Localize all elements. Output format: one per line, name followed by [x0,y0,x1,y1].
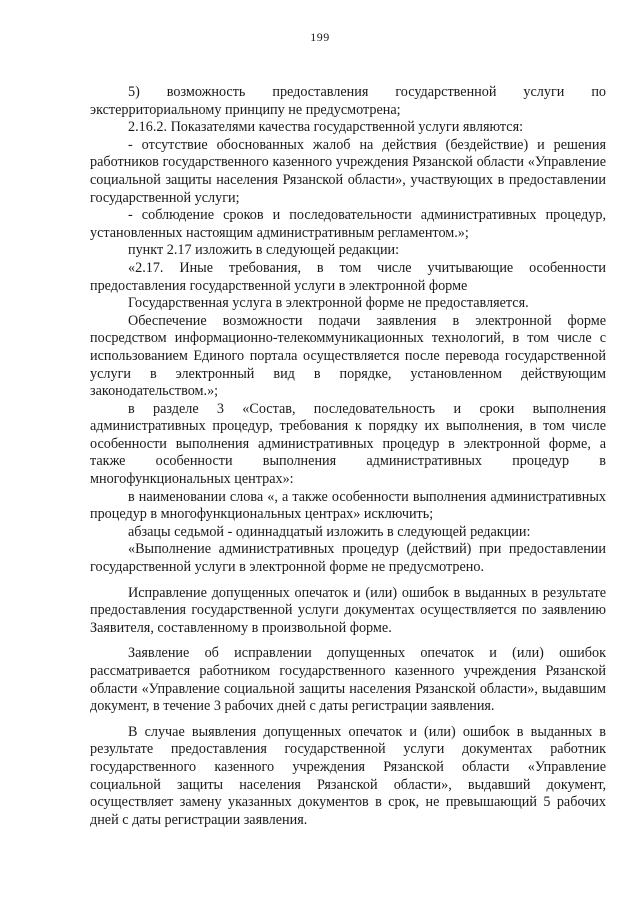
page-number: 199 [310,30,330,44]
paragraph: «2.17. Иные требования, в том числе учитывающие особенности предоставления государственной услуги в электронной форме [90,259,606,294]
paragraph: «Выполнение административных процедур (действий) при предоставлении государственной услуги в электронной форме не предусмотрено. [90,541,606,576]
paragraph: Государственная услуга в электронной форме не предоставляется. [128,295,529,312]
paragraph: пункт 2.17 изложить в следующей редакции: [128,242,400,259]
paragraph: Исправление допущенных опечаток и (или) ошибок в выданных в результате предоставления государственной услуги документах осуществляется по заявлению Заявителя, составленному в произвольной форме. [90,584,606,636]
document-body [90,84,606,829]
paragraph: в наименовании слова «, а также особенности выполнения административных процедур в многофункциональных центрах» исключить; [90,488,606,523]
paragraph: - отсутствие обоснованных жалоб на действия (бездействие) и решения работников государственного казенного учреждения Рязанской области «Управление социальной защиты населения Рязанской области», участвующих в предоставлении государственной услуги; [90,136,606,206]
paragraph: 2.16.2. Показателями качества государственной услуги являются: [128,119,524,136]
paragraph: абзацы седьмой - одиннадцатый изложить в следующей редакции: [128,523,531,540]
paragraph: Заявление об исправлении допущенных опечаток и (или) ошибок рассматривается работником государственного казенного учреждения Рязанской области «Управление социальной защиты населения Рязанской области», выдавшим документ, в течение 3 рабочих дней с даты регистрации заявления. [90,645,606,715]
paragraph: в разделе 3 «Состав, последовательность и сроки выполнения административных процедур, требования к порядку их выполнения, в том числе особенности выполнения административных процедур в электронной форме, а также особенности выполнения административных процедур в многофункциональных центрах»: [90,400,606,488]
paragraph: В случае выявления допущенных опечаток и (или) ошибок в выданных в результате предоставления государственной услуги документах работник государственного казенного учреждения Рязанской области «Управление социальной защиты населения Рязанской области», выдавший документ, осуществляет замену указанных документов в срок, не превышающий 5 рабочих дней с даты регистрации заявления. [90,723,606,828]
paragraph: Обеспечение возможности подачи заявления в электронной форме посредством информационно-телекоммуникационных технологий, в том числе с использованием Единого портала осуществляется после перевода государственной услуги в электронный вид в порядке, установленном действующим законодательством.»; [90,312,606,400]
paragraph: - соблюдение сроков и последовательности административных процедур, установленных настоящим административным регламентом.»; [90,207,606,241]
paragraph: 5) возможность предоставления государственной услуги по экстерриториальному принципу не предусмотрена; [90,84,606,118]
